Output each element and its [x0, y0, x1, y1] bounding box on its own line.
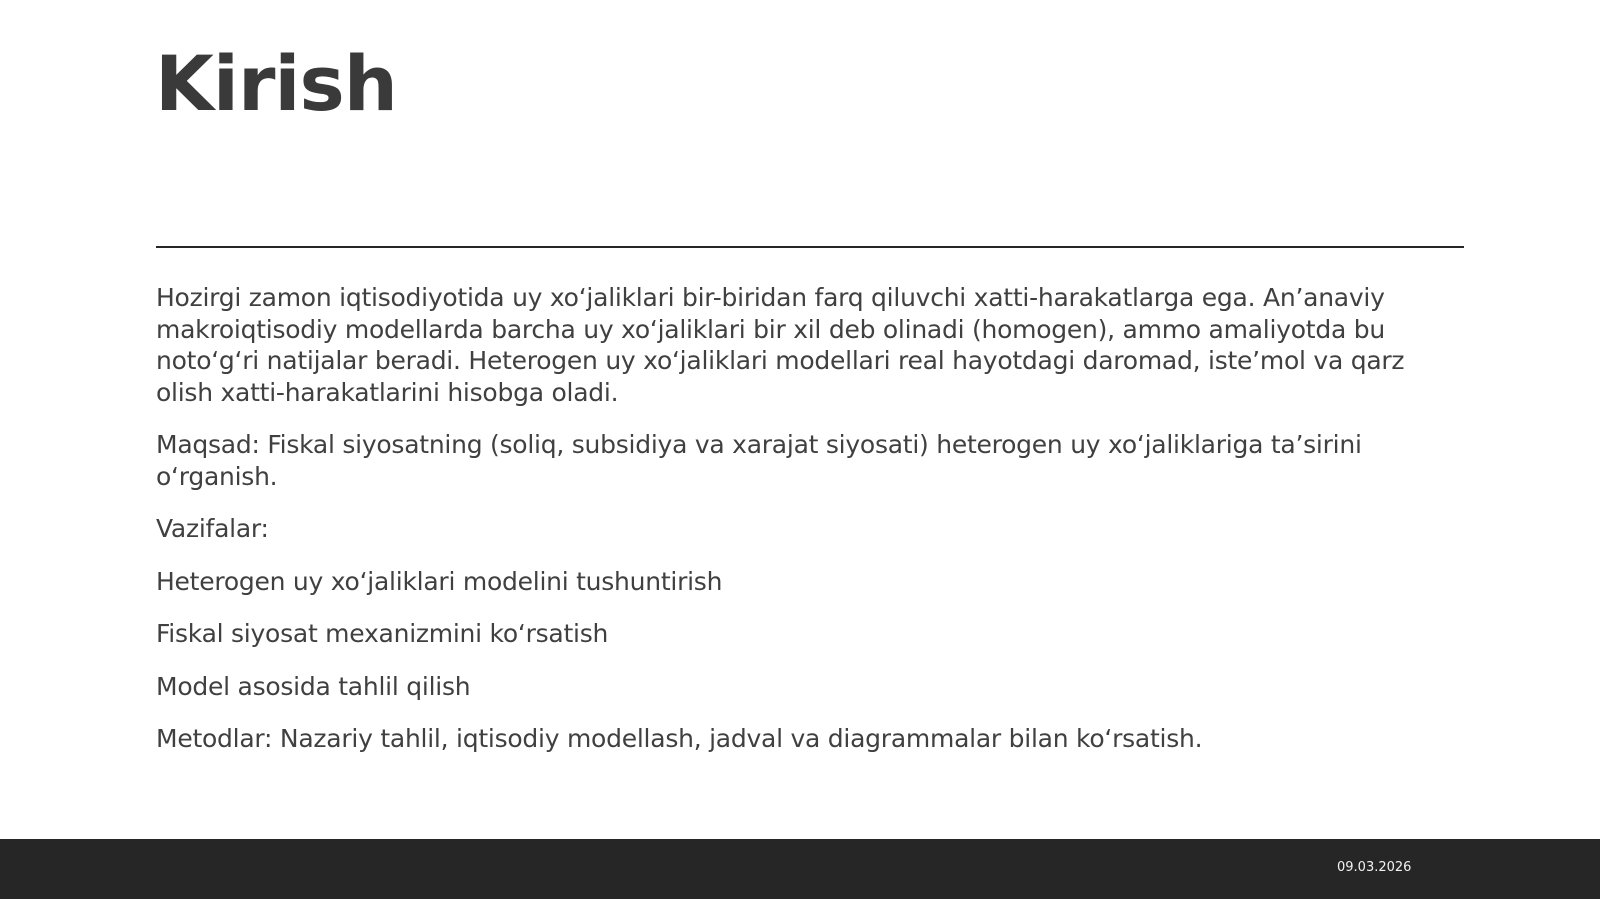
task-item: Model asosida tahlil qilish	[156, 671, 471, 701]
footer-date: 09.03.2026	[1337, 860, 1412, 875]
slide-body	[156, 282, 1421, 776]
goal-paragraph: Maqsad: Fiskal siyosatning (soliq, subsidiya va xarajat siyosati) heterogen uy xo‘jaliklariga ta’sirini o‘rganish.	[156, 430, 1362, 491]
footer-bar	[0, 839, 1600, 899]
slide-title: Kirish	[155, 39, 397, 128]
intro-paragraph: Hozirgi zamon iqtisodiyotida uy xo‘jaliklari bir-biridan farq qiluvchi xatti-harakatlarga ega. An’anaviy makroiqtisodiy modellarda barcha uy xo‘jaliklari bir xil deb olinadi (homogen), ammo amaliyotda bu noto‘g‘ri natijalar beradi. Heterogen uy xo‘jaliklari modellari real hayotdagi daromad, iste’mol va qarz olish xatti-harakatlarini hisobga oladi.	[156, 283, 1405, 407]
methods-paragraph: Metodlar: Nazariy tahlil, iqtisodiy modellash, jadval va diagrammalar bilan ko‘rsatish.	[156, 724, 1203, 753]
task-item: Fiskal siyosat mexanizmini ko‘rsatish	[156, 619, 609, 648]
tasks-heading: Vazifalar:	[156, 514, 269, 543]
task-item: Heterogen uy xo‘jaliklari modelini tushuntirish	[156, 566, 723, 596]
title-divider	[156, 246, 1464, 248]
